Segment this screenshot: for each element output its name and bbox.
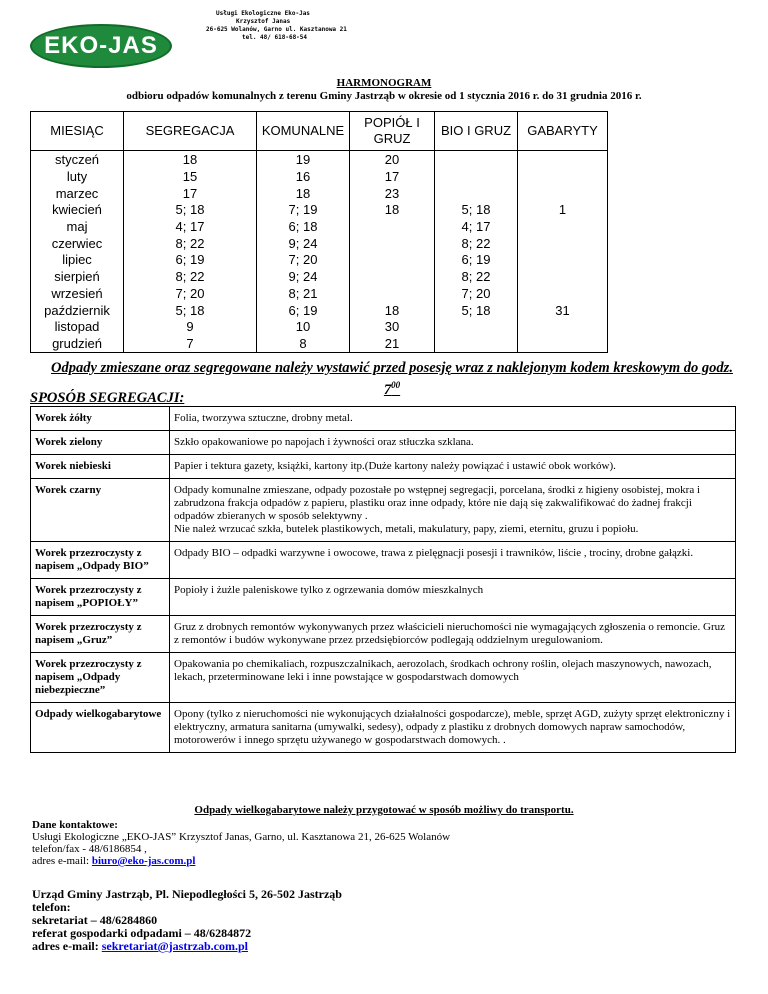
cell-month: marzec bbox=[31, 185, 124, 202]
document-subtitle: odbioru odpadów komunalnych z terenu Gminy Jastrząb w okresie od 1 stycznia 2016 r. do 31 grudnia 2016 r. bbox=[126, 90, 642, 102]
cell-month: styczeń bbox=[31, 151, 124, 169]
cell-bio-rubble: 4; 17 bbox=[435, 219, 518, 236]
cell-bio-rubble: 8; 22 bbox=[435, 235, 518, 252]
schedule-row bbox=[31, 185, 608, 202]
schedule-row bbox=[31, 319, 608, 336]
cell-segregation: 18 bbox=[124, 151, 257, 169]
bag-description: Gruz z drobnych remontów wykonywanych przez właścicieli nieruchomości nie wymagających zgłoszenia o remoncie. Gruz z remontów i budów wykonywane przez przedsiębiorców podlegają oddzielnym uregulowaniom. bbox=[170, 616, 736, 653]
cell-ash-rubble bbox=[350, 219, 435, 236]
cell-ash-rubble bbox=[350, 235, 435, 252]
schedule-row bbox=[31, 286, 608, 303]
cell-bulky bbox=[518, 169, 608, 186]
schedule-header-row bbox=[31, 112, 608, 151]
cell-segregation: 8; 22 bbox=[124, 235, 257, 252]
segregation-row bbox=[31, 542, 736, 579]
cell-ash-rubble: 18 bbox=[350, 202, 435, 219]
schedule-row bbox=[31, 302, 608, 319]
bag-description: Papier i tektura gazety, książki, kartony itp.(Duże kartony należy powiązać i ustawić obok worków). bbox=[170, 455, 736, 479]
cell-bulky bbox=[518, 252, 608, 269]
segregation-body bbox=[31, 407, 736, 753]
cell-municipal: 8 bbox=[257, 336, 350, 353]
cell-ash-rubble: 21 bbox=[350, 336, 435, 353]
office-line: sekretariat – 48/6284860 bbox=[32, 913, 158, 927]
cell-municipal: 10 bbox=[257, 319, 350, 336]
notice-sup: 00 bbox=[391, 380, 401, 390]
header-bulky: GABARYTY bbox=[518, 112, 608, 151]
office-line: Urząd Gminy Jastrząb, Pl. Niepodległości 5, 26-502 Jastrząb bbox=[32, 887, 342, 901]
segregation-table bbox=[30, 406, 736, 753]
cell-bio-rubble: 8; 22 bbox=[435, 269, 518, 286]
bag-type: Worek czarny bbox=[31, 479, 170, 542]
cell-month: listopad bbox=[31, 319, 124, 336]
schedule-row bbox=[31, 269, 608, 286]
cell-municipal: 8; 21 bbox=[257, 286, 350, 303]
schedule-table bbox=[30, 111, 608, 353]
email-label: adres e-mail: bbox=[32, 939, 102, 953]
header-ash-rubble: POPIÓŁ I GRUZ bbox=[350, 112, 435, 151]
cell-segregation: 17 bbox=[124, 185, 257, 202]
cell-segregation: 7 bbox=[124, 336, 257, 353]
schedule-row bbox=[31, 252, 608, 269]
cell-segregation: 5; 18 bbox=[124, 302, 257, 319]
office-line: referat gospodarki odpadami – 48/6284872 bbox=[32, 926, 252, 940]
header-segregation: SEGREGACJA bbox=[124, 112, 257, 151]
email-label: adres e-mail: bbox=[32, 855, 92, 867]
cell-month: październik bbox=[31, 302, 124, 319]
cell-ash-rubble: 20 bbox=[350, 151, 435, 169]
cell-bio-rubble bbox=[435, 336, 518, 353]
bag-description: Opony (tylko z nieruchomości nie wykonujących działalności gospodarcze), meble, sprzęt AGD, zużyty sprzęt elektroniczny i elektryczny, armatura sanitarna (umywalki, sedesy), odpady z plastiku z drobnych domowych napraw samochodów, motorowerów i innego sprzętu używanego w gospodarstwach domowych. . bbox=[170, 703, 736, 753]
company-line: 26-625 Wolanów, Garno ul. Kasztanowa 21 bbox=[206, 26, 347, 33]
contacts-email-row bbox=[32, 855, 450, 867]
cell-month: kwiecień bbox=[31, 202, 124, 219]
schedule-row bbox=[31, 219, 608, 236]
cell-bio-rubble: 7; 20 bbox=[435, 286, 518, 303]
bag-type: Worek przezroczysty z napisem „Gruz” bbox=[31, 616, 170, 653]
company-line: tel. 48/ 618-68-54 bbox=[242, 34, 308, 41]
bag-type: Worek przezroczysty z napisem „POPIOŁY” bbox=[31, 579, 170, 616]
cell-segregation: 5; 18 bbox=[124, 202, 257, 219]
cell-municipal: 16 bbox=[257, 169, 350, 186]
cell-bulky bbox=[518, 319, 608, 336]
cell-segregation: 6; 19 bbox=[124, 252, 257, 269]
notice-text: Odpady zmieszane oraz segregowane należy wystawić przed posesję wraz z naklejonym kodem kreskowym do godz. 7 bbox=[51, 360, 733, 398]
segregation-row bbox=[31, 616, 736, 653]
cell-bulky bbox=[518, 151, 608, 169]
bag-type: Worek przezroczysty z napisem „Odpady BIO” bbox=[31, 542, 170, 579]
cell-bio-rubble bbox=[435, 169, 518, 186]
cell-ash-rubble: 17 bbox=[350, 169, 435, 186]
schedule-row bbox=[31, 202, 608, 219]
schedule-row bbox=[31, 151, 608, 169]
office-email-row bbox=[32, 940, 342, 953]
bag-description: Odpady komunalne zmieszane, odpady pozostałe po wstępnej segregacji, porcelana, środki z higieny osobistej, mokra i zabrudzona frakcja odpadów z papieru, plastiku oraz inne odpady, które nie dają się zakwalifikować do żadnej frakcji odpadów zbieranych w sposób selektywny . Nie należ wrzucać szkła, butelek plastikowych, metali, makulatury, papy, ziemi, eternitu, gruzu i popiołu. bbox=[170, 479, 736, 542]
cell-municipal: 18 bbox=[257, 185, 350, 202]
cell-ash-rubble: 30 bbox=[350, 319, 435, 336]
office-contacts bbox=[32, 888, 342, 953]
segregation-row bbox=[31, 431, 736, 455]
cell-bio-rubble bbox=[435, 319, 518, 336]
bag-type: Worek zielony bbox=[31, 431, 170, 455]
cell-month: wrzesień bbox=[31, 286, 124, 303]
cell-bulky: 1 bbox=[518, 202, 608, 219]
company-info bbox=[206, 10, 347, 42]
cell-municipal: 7; 20 bbox=[257, 252, 350, 269]
segregation-row bbox=[31, 479, 736, 542]
cell-month: lipiec bbox=[31, 252, 124, 269]
bag-description: Folia, tworzywa sztuczne, drobny metal. bbox=[170, 407, 736, 431]
cell-bio-rubble bbox=[435, 185, 518, 202]
bag-type: Worek żółty bbox=[31, 407, 170, 431]
cell-bulky bbox=[518, 336, 608, 353]
contacts-line: telefon/fax - 48/6186854 , bbox=[32, 843, 147, 855]
cell-municipal: 9; 24 bbox=[257, 235, 350, 252]
cell-bio-rubble: 6; 19 bbox=[435, 252, 518, 269]
bag-description: Odpady BIO – odpadki warzywne i owocowe, trawa z pielęgnacji posesji i trawników, liście , trociny, drobne gałązki. bbox=[170, 542, 736, 579]
cell-municipal: 19 bbox=[257, 151, 350, 169]
company-line: Krzysztof Janas bbox=[236, 18, 291, 25]
cell-ash-rubble bbox=[350, 252, 435, 269]
segregation-row bbox=[31, 703, 736, 753]
cell-month: luty bbox=[31, 169, 124, 186]
eko-jas-logo bbox=[30, 24, 172, 68]
cell-bulky bbox=[518, 269, 608, 286]
bag-description: Szkło opakowaniowe po napojach i żywności oraz stłuczka szklana. bbox=[170, 431, 736, 455]
cell-segregation: 9 bbox=[124, 319, 257, 336]
header-municipal: KOMUNALNE bbox=[257, 112, 350, 151]
cell-segregation: 8; 22 bbox=[124, 269, 257, 286]
schedule-body bbox=[31, 151, 608, 353]
segregation-title: SPOSÓB SEGREGACJI: bbox=[30, 390, 185, 406]
schedule-row bbox=[31, 169, 608, 186]
document-title: HARMONOGRAM bbox=[336, 77, 432, 89]
cell-ash-rubble: 23 bbox=[350, 185, 435, 202]
bag-description: Opakowania po chemikaliach, rozpuszczalnikach, aerozolach, środkach ochrony roślin, olejach maszynowych, nawozach, lekach, przeterminowane leki i inne powstające w gospodarstwach domowych bbox=[170, 653, 736, 703]
segregation-row bbox=[31, 653, 736, 703]
cell-segregation: 7; 20 bbox=[124, 286, 257, 303]
cell-bio-rubble: 5; 18 bbox=[435, 302, 518, 319]
cell-ash-rubble bbox=[350, 269, 435, 286]
contacts-line: Usługi Ekologiczne „EKO-JAS” Krzysztof Janas, Garno, ul. Kasztanowa 21, 26-625 Wolanów bbox=[32, 831, 451, 843]
cell-bulky bbox=[518, 235, 608, 252]
cell-bulky bbox=[518, 185, 608, 202]
schedule-row bbox=[31, 336, 608, 353]
cell-month: maj bbox=[31, 219, 124, 236]
contacts-block bbox=[32, 819, 450, 867]
cell-month: sierpień bbox=[31, 269, 124, 286]
bag-type: Worek przezroczysty z napisem „Odpady niebezpieczne” bbox=[31, 653, 170, 703]
company-email-link[interactable]: biuro@eko-jas.com.pl bbox=[91, 855, 196, 867]
cell-bio-rubble: 5; 18 bbox=[435, 202, 518, 219]
cell-bulky bbox=[518, 219, 608, 236]
bag-type: Worek niebieski bbox=[31, 455, 170, 479]
cell-municipal: 6; 19 bbox=[257, 302, 350, 319]
schedule-row bbox=[31, 235, 608, 252]
office-email-link[interactable]: sekretariat@jastrzab.com.pl bbox=[101, 939, 249, 953]
cell-month: czerwiec bbox=[31, 235, 124, 252]
bag-type: Odpady wielkogabarytowe bbox=[31, 703, 170, 753]
office-line: telefon: bbox=[32, 900, 71, 914]
cell-ash-rubble: 18 bbox=[350, 302, 435, 319]
cell-bulky: 31 bbox=[518, 302, 608, 319]
cell-month: grudzień bbox=[31, 336, 124, 353]
company-line: Usługi Ekologiczne Eko-Jas bbox=[216, 10, 310, 17]
cell-ash-rubble bbox=[350, 286, 435, 303]
contacts-title: Dane kontaktowe: bbox=[32, 819, 118, 831]
logo-text: EKO-JAS bbox=[44, 32, 158, 59]
header-month: MIESIĄC bbox=[31, 112, 124, 151]
cell-bio-rubble bbox=[435, 151, 518, 169]
cell-segregation: 4; 17 bbox=[124, 219, 257, 236]
cell-municipal: 6; 18 bbox=[257, 219, 350, 236]
cell-municipal: 9; 24 bbox=[257, 269, 350, 286]
cell-bulky bbox=[518, 286, 608, 303]
cell-segregation: 15 bbox=[124, 169, 257, 186]
header-bio-rubble: BIO I GRUZ bbox=[435, 112, 518, 151]
segregation-row bbox=[31, 579, 736, 616]
bag-description: Popioły i żużle paleniskowe tylko z ogrzewania domów mieszkalnych bbox=[170, 579, 736, 616]
bulky-waste-note: Odpady wielkogabarytowe należy przygotować w sposób możliwy do transportu. bbox=[194, 804, 574, 816]
cell-municipal: 7; 19 bbox=[257, 202, 350, 219]
segregation-row bbox=[31, 407, 736, 431]
segregation-row bbox=[31, 455, 736, 479]
